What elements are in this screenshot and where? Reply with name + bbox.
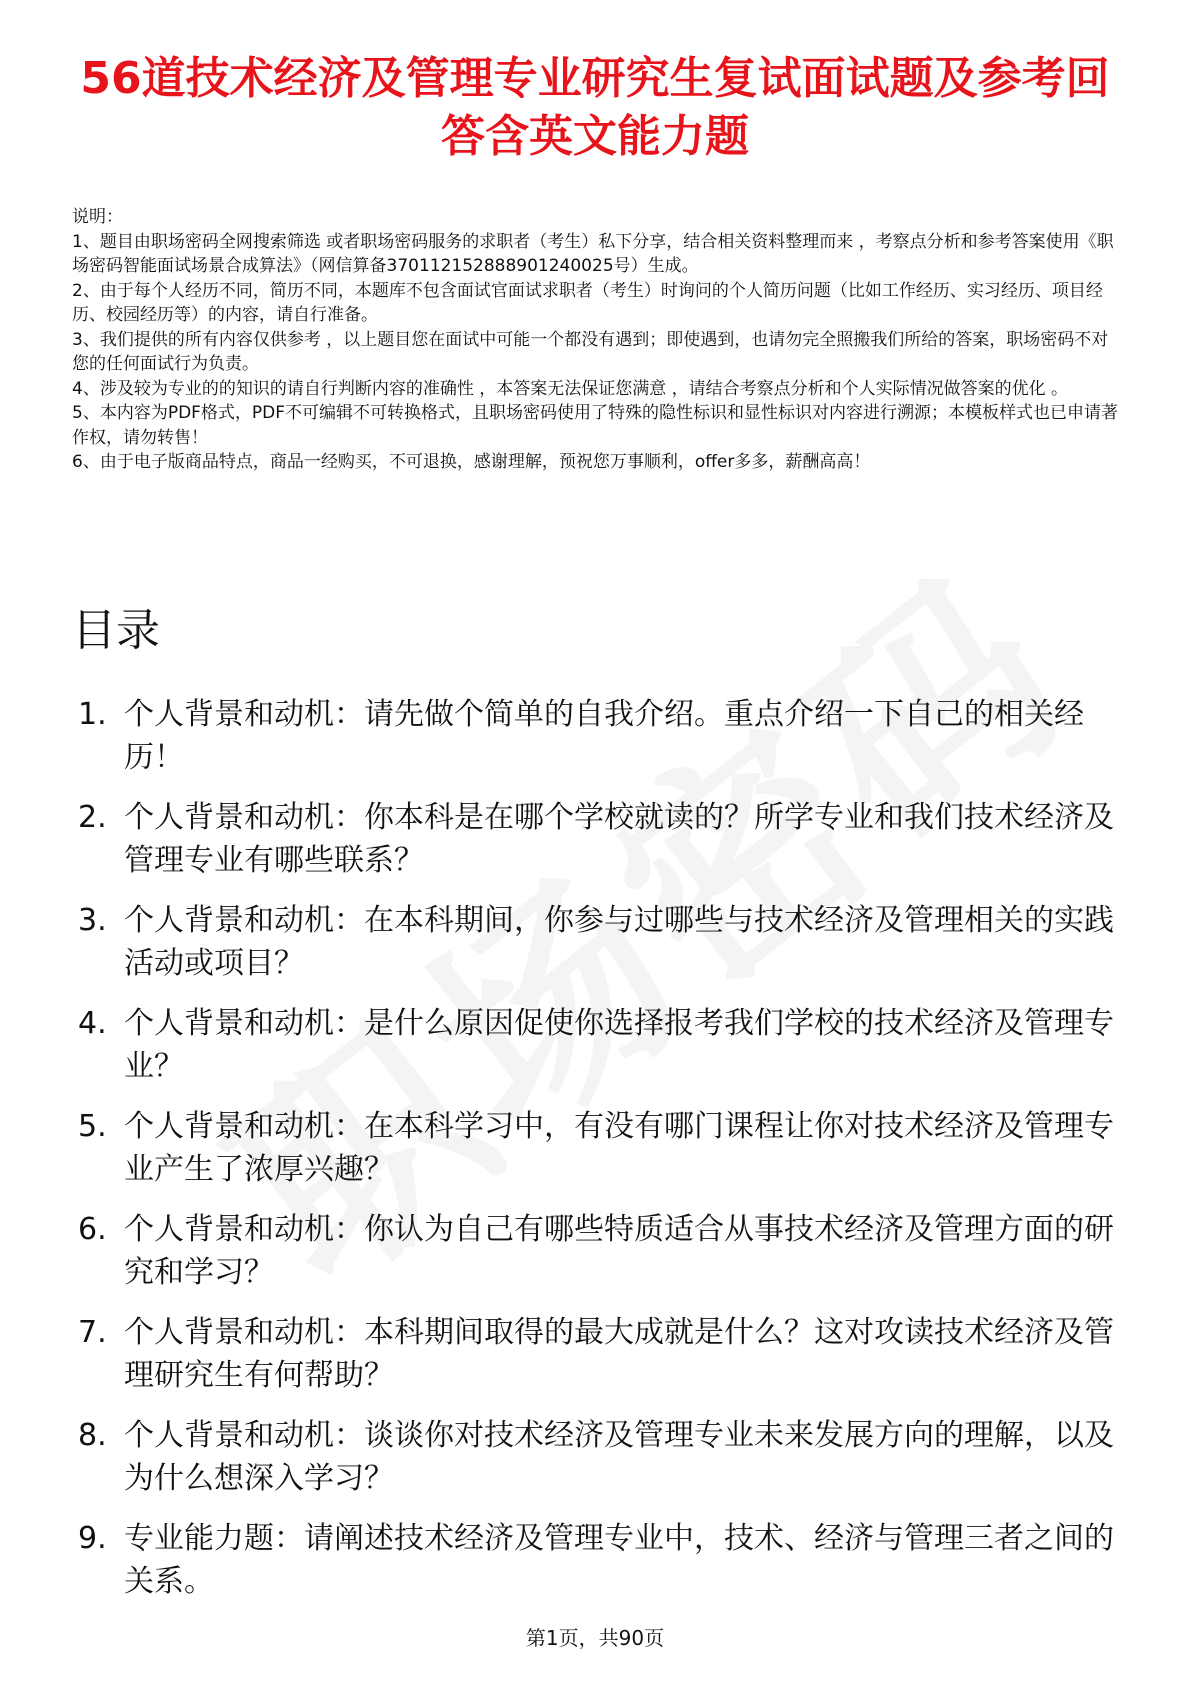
toc-item-number: 9. [78,1521,107,1556]
toc-item-text: 个人背景和动机：你认为自己有哪些特质适合从事技术经济及管理方面的研究和学习？ [124,1212,1114,1290]
toc-item-text: 个人背景和动机：在本科学习中，有没有哪门课程让你对技术经济及管理专业产生了浓厚兴趣？ [124,1109,1114,1187]
toc-item-text: 专业能力题：请阐述技术经济及管理专业中，技术、经济与管理三者之间的关系。 [124,1521,1114,1599]
toc-item-number: 1. [78,697,107,732]
toc-heading: 目录 [72,605,160,656]
page-footer: 第1页，共90页 [525,1626,665,1650]
note-item: 3、我们提供的所有内容仅供参考 ，以上题目您在面试中可能一个都没有遇到；即使遇到，也请勿完全照搬我们所给的答案，职场密码不对您的任何面试行为负责。 [72,329,1109,374]
toc-item-number: 3. [78,903,107,938]
toc-item-text: 个人背景和动机：谈谈你对技术经济及管理专业未来发展方向的理解，以及为什么想深入学习？ [124,1418,1114,1496]
toc-item[interactable] [72,1208,1122,1294]
note-item: 4、涉及较为专业的的知识的请自行判断内容的准确性 ，本答案无法保证您满意 ，请结合考察点分析和个人实际情况做答案的优化 。 [72,378,1069,399]
notes-section [72,205,1122,475]
toc-item-text: 个人背景和动机：在本科期间，你参与过哪些与技术经济及管理相关的实践活动或项目？ [124,903,1114,981]
toc-item-text: 个人背景和动机：请先做个简单的自我介绍。重点介绍一下自己的相关经历！ [124,697,1084,775]
toc-list [72,693,1122,1620]
toc-item[interactable] [72,796,1122,882]
note-item: 5、本内容为PDF格式，PDF不可编辑不可转换格式，且职场密码使用了特殊的隐性标识和显性标识对内容进行溯源；本模板样式也已申请著作权，请勿转售！ [72,403,1119,448]
note-item: 2、由于每个人经历不同，简历不同，本题库不包含面试官面试求职者（考生）时询问的个人简历问题（比如工作经历、实习经历、项目经历、校园经历等）的内容，请自行准备。 [72,280,1103,325]
toc-item[interactable] [72,1002,1122,1088]
toc-item-text: 个人背景和动机：是什么原因促使你选择报考我们学校的技术经济及管理专业？ [124,1006,1114,1084]
toc-item-number: 7. [78,1315,107,1350]
toc-item[interactable] [72,1311,1122,1397]
toc-item-text: 个人背景和动机：你本科是在哪个学校就读的？所学专业和我们技术经济及管理专业有哪些联系？ [124,800,1114,878]
note-item: 1、题目由职场密码全网搜索筛选 或者职场密码服务的求职者（考生）私下分享，结合相关资料整理而来 ，考察点分析和参考答案使用《职场密码智能面试场景合成算法》（网信算备370112152888901240025号）生成。 [72,231,1114,276]
toc-item[interactable] [72,1105,1122,1191]
toc-item-text: 个人背景和动机：本科期间取得的最大成就是什么？这对攻读技术经济及管理研究生有何帮助？ [124,1315,1114,1393]
toc-item-number: 2. [78,800,107,835]
toc-item[interactable] [72,899,1122,985]
toc-item[interactable] [72,1517,1122,1603]
toc-item[interactable] [72,693,1122,779]
toc-item[interactable] [72,1414,1122,1500]
toc-item-number: 5. [78,1109,107,1144]
note-item: 6、由于电子版商品特点，商品一经购买，不可退换，感谢理解，预祝您万事顺利，offer多多，薪酬高高！ [72,452,871,472]
toc-item-number: 4. [78,1006,107,1041]
toc-item-number: 6. [78,1212,107,1247]
notes-heading: 说明： [72,207,123,227]
toc-item-number: 8. [78,1418,107,1453]
page-title: 56道技术经济及管理专业研究生复试面试题及参考回答含英文能力题 [80,53,1110,162]
